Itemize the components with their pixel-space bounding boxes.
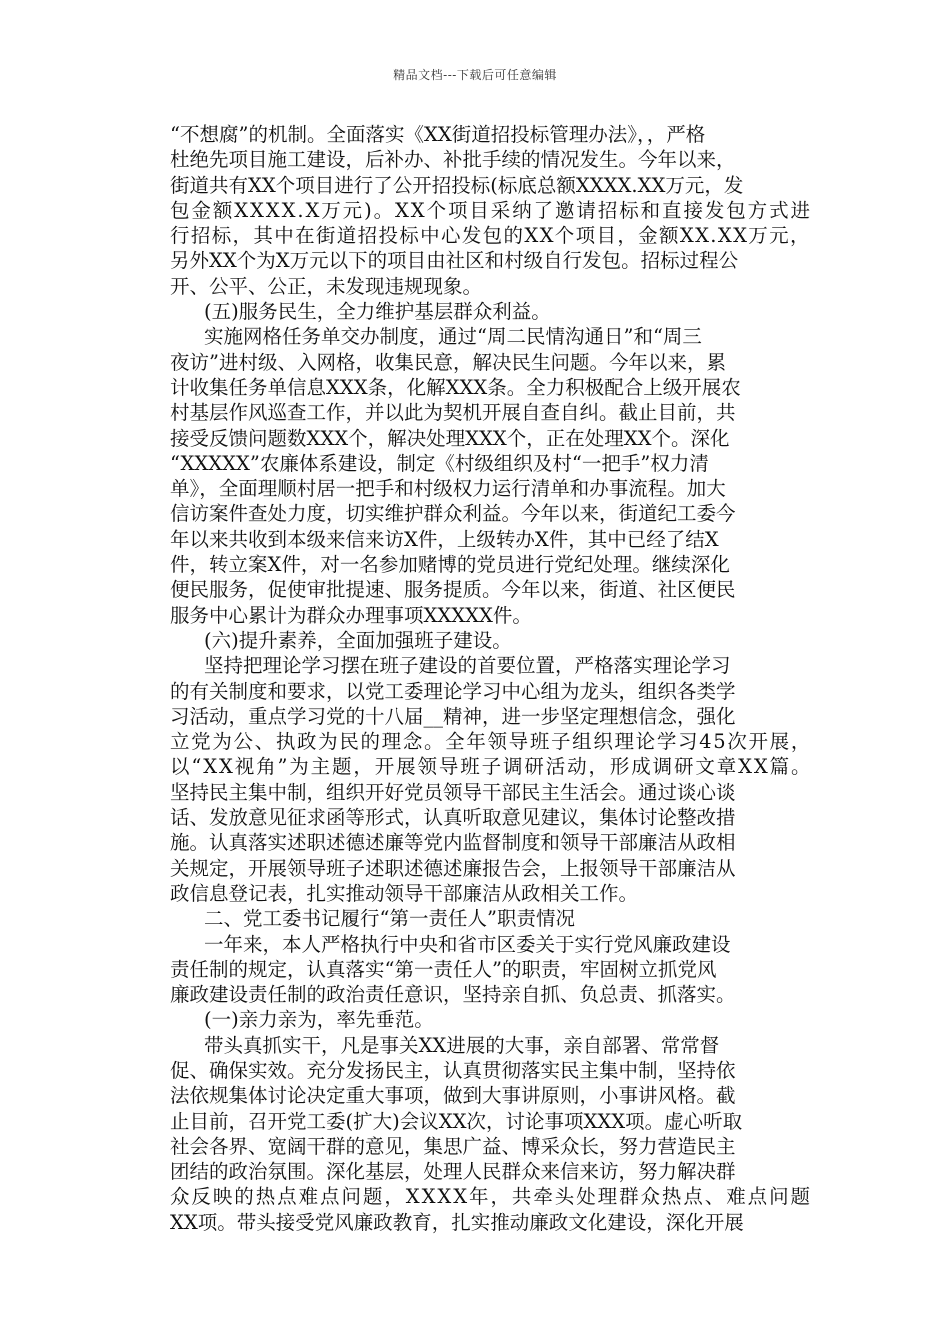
text-line: 村基层作风巡查工作，并以此为契机开展自查自纠。截止目前，共 (170, 401, 736, 425)
text-line: 团结的政治氛围。深化基层，处理人民群众来信来访，努力解决群 (170, 1160, 736, 1184)
text-line: 接受反馈问题数XXX个，解决处理XXX个，正在处理XX个。深化 (170, 426, 730, 450)
text-line: 杜绝先项目施工建设，后补办、补批手续的情况发生。今年以来， (170, 148, 736, 172)
text-line: 街道共有XX个项目进行了公开招投标(标底总额XXXX.XX万元，发 (170, 173, 744, 197)
text-line: 施。认真落实述职述德述廉等党内监督制度和领导干部廉洁从政相 (170, 831, 736, 855)
text-line: 夜访”进村级、入网格，收集民意，解决民生问题。今年以来，累 (170, 350, 726, 374)
text-line: 社会各界、宽阔干群的意见，集思广益、博采众长，努力营造民主 (170, 1134, 736, 1158)
text-line: 立党为公、执政为民的理念。全年领导班子组织理论学习45次开展， (170, 730, 812, 754)
document-body (170, 122, 813, 1235)
text-line: 另外XX个为X万元以下的项目由社区和村级自行发包。招标过程公 (170, 249, 739, 273)
text-line: 坚持把理论学习摆在班子建设的首要位置，严格落实理论学习 (204, 654, 731, 678)
text-line: 便民服务，促使审批提速、服务提质。今年以来，街道、社区便民 (170, 578, 736, 602)
text-line: “XXXXX”农廉体系建设，制定《村级组织及村“一把手”权力清 (170, 451, 709, 475)
text-line: 开、公平、公正，未发现违规现象。 (170, 274, 483, 298)
page-header: 精品文档---下载后可任意编辑 (393, 68, 557, 82)
text-line: 实施网格任务单交办制度，通过“周二民情沟通日”和“周三 (204, 325, 702, 349)
text-line: 一年来，本人严格执行中央和省市区委关于实行党风廉政建设 (204, 932, 731, 956)
text-line: 坚持民主集中制，组织开好党员领导干部民主生活会。通过谈心谈 (170, 780, 736, 804)
text-line: 促、确保实效。充分发扬民主，认真贯彻落实民主集中制，坚持依 (170, 1058, 736, 1082)
text-line: 止目前，召开党工委(扩大)会议XX次，讨论事项XXX项。虚心听取 (170, 1109, 743, 1133)
text-line: “不想腐”的机制。全面落实《XX街道招投标管理办法》，，严格 (170, 123, 706, 146)
text-line: 包金额XXXX.X万元)。XX个项目采纳了邀请招标和直接发包方式进 (170, 198, 812, 222)
text-line: 廉政建设责任制的政治责任意识，坚持亲自抓、负总责、抓落实。 (170, 983, 736, 1007)
text-line: XX项。带头接受党风廉政教育，扎实推动廉政文化建设，深化开展 (170, 1210, 744, 1234)
text-line: (五)服务民生，全力维护基层群众利益。 (204, 300, 551, 324)
text-line: 行招标，其中在街道招投标中心发包的XX个项目，金额XX.XX万元， (170, 224, 811, 248)
text-line: 二、党工委书记履行“第一责任人”职责情况 (204, 907, 575, 931)
text-line: 件，转立案X件，对一名参加赌博的党员进行党纪处理。继续深化 (170, 553, 730, 577)
text-line: 法依规集体讨论决定重大事项，做到大事讲原则，小事讲风格。截 (170, 1084, 736, 1108)
text-line: 众反映的热点难点问题，XXXX年，共牵头处理群众热点、难点问题 (170, 1185, 812, 1209)
text-line: (一)亲力亲为，率先垂范。 (204, 1008, 434, 1032)
text-line: 以“XX视角”为主题，开展领导班子调研活动，形成调研文章XX篇。 (170, 755, 813, 779)
text-line: 计收集任务单信息XXX条，化解XXX条。全力积极配合上级开展农 (170, 375, 741, 399)
text-line: 话、发放意见征求函等形式，认真听取意见建议，集体讨论整改措 (170, 806, 736, 830)
text-line: 习活动，重点学习党的十八届__精神，进一步坚定理想信念，强化 (170, 704, 736, 728)
text-line: 的有关制度和要求，以党工委理论学习中心组为龙头，组织各类学 (170, 679, 736, 703)
text-line: 服务中心累计为群众办理事项XXXXX件。 (170, 603, 532, 627)
text-line: 带头真抓实干，凡是事关XX进展的大事，亲自部署、常常督 (204, 1033, 720, 1057)
text-line: 年以来共收到本级来信来访X件，上级转办X件，其中已经了结X (170, 527, 719, 551)
text-line: 责任制的规定，认真落实“第一责任人”的职责，牢固树立抓党风 (170, 957, 717, 981)
text-line: (六)提升素养，全面加强班子建设。 (204, 628, 512, 652)
text-line: 关规定，开展领导班子述职述德述廉报告会，上报领导干部廉洁从 (170, 856, 736, 880)
text-line: 信访案件查处力度，切实维护群众利益。今年以来，街道纪工委今 (170, 502, 736, 526)
text-line: 单》，全面理顺村居一把手和村级权力运行清单和办事流程。加大 (170, 477, 726, 501)
text-line: 政信息登记表，扎实推动领导干部廉洁从政相关工作。 (170, 881, 639, 905)
